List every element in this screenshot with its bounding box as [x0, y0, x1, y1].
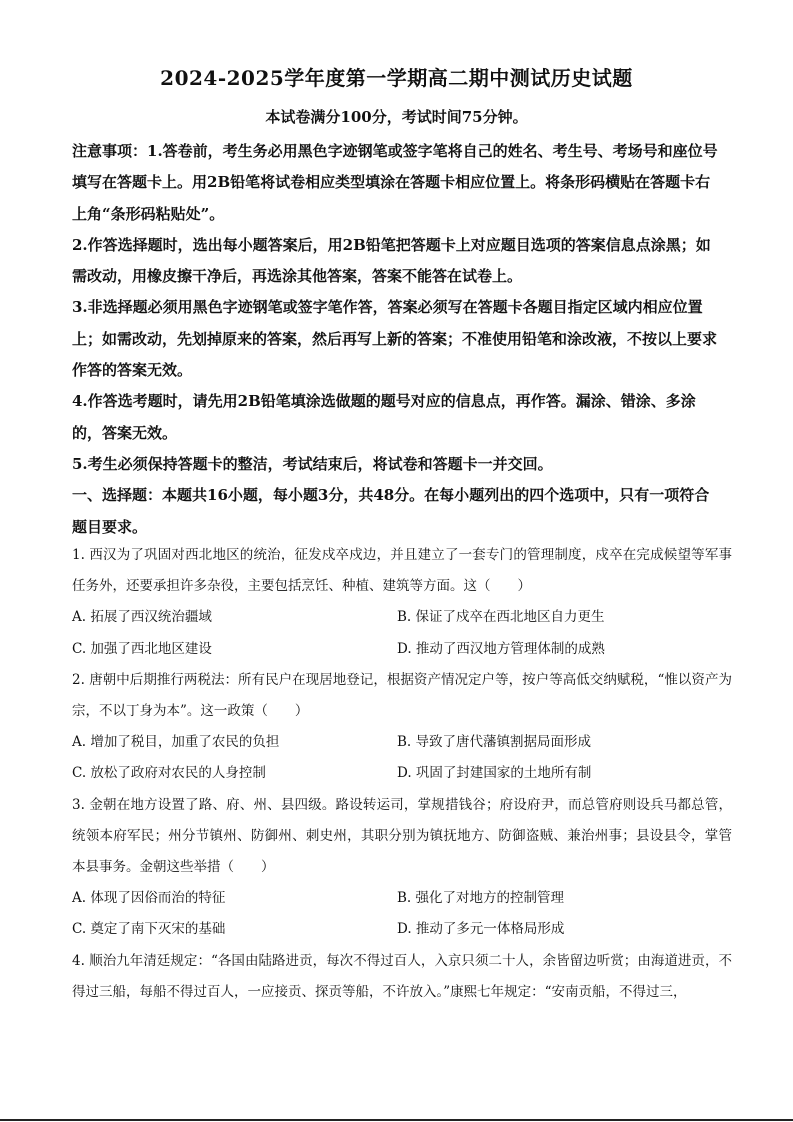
option-grid	[72, 883, 732, 945]
page-title: 2024-2025学年度第一学期高二期中测试历史试题	[160, 66, 633, 90]
section-heading: 一、选择题：本题共16小题，每小题3分，共48分。在每小题列出的四个选项中，只有一项符合题目要求。	[72, 486, 710, 536]
option-b: B. 强化了对地方的控制管理	[397, 890, 565, 907]
exam-info: 本试卷满分100分，考试时间75分钟。	[265, 108, 528, 126]
option-b: B. 保证了戍卒在西北地区自力更生	[397, 609, 605, 626]
question-1	[72, 540, 732, 665]
option-c: C. 加强了西北地区建设	[72, 640, 212, 657]
instruction-1: 注意事项：1.答卷前，考生务必用黑色字迹钢笔或签字笔将自己的姓名、考生号、考场号和座位号填写在答题卡上。用2B铅笔将试卷相应类型填涂在答题卡相应位置上。将条形码横贴在答题卡右上角“条形码粘贴处”。	[72, 142, 718, 223]
question-stem: 4. 顺治九年清廷规定：“各国由陆路进贡，每次不得过百人，入京只须二十人，余皆留边听赏；由海道进贡，不得过三船，每船不得过百人，一应接贡、探贡等船，不许放入。”康熙七年规定：“安南贡船，不得过三，	[72, 952, 732, 1000]
option-d: D. 推动了多元一体格局形成	[397, 921, 565, 938]
question-stem: 3. 金朝在地方设置了路、府、州、县四级。路设转运司，掌规措钱谷；府设府尹，而总管府则设兵马都总管，统领本府军民；州分节镇州、防御州、刺史州，其职分别为镇抚地方、防御盗贼、兼治州事；县设县令，掌管本县事务。金朝这些举措（ ）	[72, 796, 732, 876]
question-stem: 1. 西汉为了巩固对西北地区的统治，征发戍卒戍边，并且建立了一套专门的管理制度，戍卒在完成候望等军事任务外，还要承担许多杂役，主要包括烹饪、种植、建筑等方面。这（ ）	[72, 547, 732, 595]
instruction-4: 4.作答选考题时，请先用2B铅笔填涂选做题的题号对应的信息点，再作答。漏涂、错涂、多涂的，答案无效。	[72, 392, 696, 442]
option-c: C. 奠定了南下灭宋的基础	[72, 921, 226, 938]
option-grid	[72, 602, 732, 664]
option-a: A. 拓展了西汉统治疆域	[72, 609, 212, 626]
option-c: C. 放松了政府对农民的人身控制	[72, 765, 266, 782]
option-a: A. 体现了因俗而治的特征	[72, 890, 226, 907]
instruction-5: 5.考生必须保持答题卡的整洁，考试结束后，将试卷和答题卡一并交回。	[72, 454, 553, 473]
option-a: A. 增加了税目，加重了农民的负担	[72, 734, 280, 751]
instruction-3: 3.非选择题必须用黑色字迹钢笔或签字笔作答，答案必须写在答题卡各题目指定区域内相应位置上；如需改动，先划掉原来的答案，然后再写上新的答案；不准使用铅笔和涂改液，不按以上要求作答的答案无效。	[72, 298, 718, 380]
question-stem: 2. 唐朝中后期推行两税法：所有民户在现居地登记，根据资产情况定户等，按户等高低交纳赋税，“惟以资产为宗，不以丁身为本”。这一政策（ ）	[72, 671, 732, 720]
option-grid	[72, 727, 732, 789]
option-b: B. 导致了唐代藩镇割据局面形成	[397, 734, 592, 751]
question-4	[72, 946, 732, 1008]
question-3	[72, 790, 732, 946]
option-d: D. 巩固了封建国家的土地所有制	[397, 765, 592, 782]
exam-instructions	[72, 136, 722, 543]
question-list	[72, 540, 732, 1008]
option-d: D. 推动了西汉地方管理体制的成熟	[397, 640, 605, 657]
instruction-2: 2.作答选择题时，选出每小题答案后，用2B铅笔把答题卡上对应题目选项的答案信息点涂黑；如需改动，用橡皮擦干净后，再选涂其他答案，答案不能答在试卷上。	[72, 235, 711, 286]
page-bottom-rule	[0, 1119, 793, 1121]
question-2	[72, 665, 732, 790]
